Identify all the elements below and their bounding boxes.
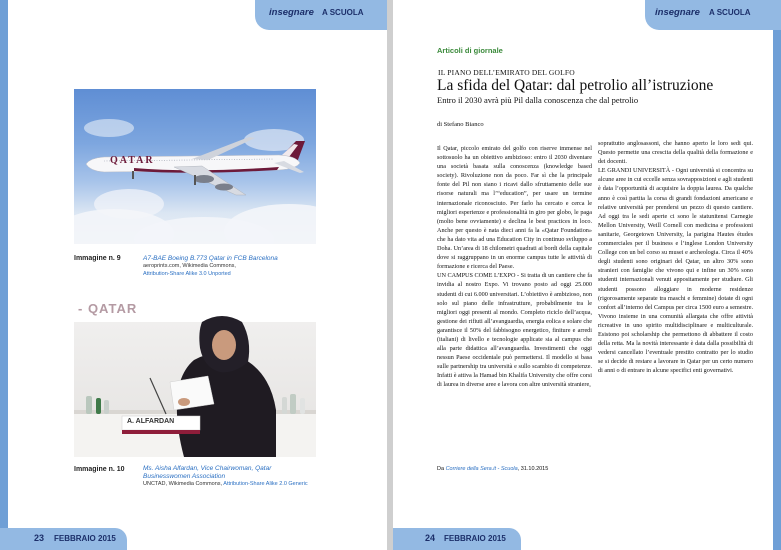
figure-10-label: Immagine n. 10	[74, 466, 125, 473]
figure-10-source	[143, 481, 323, 489]
banner-text: - QATAR	[78, 301, 138, 316]
airplane-livery-text: QATAR	[110, 155, 155, 166]
paragraph: Il Qatar, piccolo emirato del golfo con riserve immense nel sottosuolo ha un obiettivo ambizioso: entro il 2030 diventare una società basata sulla conoscenza (knowledge based society). Rivoluzione non da poco. Far sì che la principale fonte del Pil non siano i ricavi dallo sfruttamento delle sue risorse naturali ma l’“education”, per usare un termine internazionale riconosciuto. Per farlo ha cercato e cerca le migliori esperienze e professionalità in giro per globo, le paga (molto bene ovviamente) e declina le best practices in loco. Anche per questo è nata dieci anni fa la «Qatar Foundation» che ha dato vita ad una Education City in continuo sviluppo a Doha. Un’area di 18 chilometri quadrati ai bordi della capitale dove si raggruppano in un enorme campus tutte le attività di formazione e ricerca del Paese.	[437, 145, 592, 271]
credit-date: , 31.10.2015	[517, 466, 549, 472]
footer-month: FEBBRAIO 2015	[54, 534, 116, 543]
speaker-graphic	[74, 300, 316, 457]
header-section: insegnare	[655, 7, 700, 18]
nameplate-text: A. ALFARDAN	[127, 418, 175, 425]
header-subsection: A SCUOLA	[322, 8, 364, 17]
article-headline: La sfida del Qatar: dal petrolio all’istruzione	[437, 77, 714, 94]
paragraph: UN CAMPUS COME L’EXPO - Si tratta di un cantiere che fa invidia al nostro Expo. Vi trovano posto ad oggi 25.000 studenti di cui 6.000 universitari. L’obiettivo è ambizioso, non solo sul piano delle infrastrutture, probabilmente tra le migliori oggi presenti al mondo. Completo riciclo dell’acqua, gestione dei rifiuti all’avanguardia, energia eolica e solare che garantisce il 50% del fabbisogno energetico, finiture e arredi (italiani) di livello e tecnologie applicate sia al campus che alla parte didattica all’avanguardia. Investimenti che oggi nessun Paese occidentale può permettersi. Il modello si basa sulle partnership tra università e sullo scambio di competenze. Infatti è attiva la Hamad bin Khalifa University che offre corsi di laurea in diverse aree e lavora con altre università straniere,	[437, 272, 592, 389]
figure-9-label: Immagine n. 9	[74, 255, 121, 262]
paragraph: LE GRANDI UNIVERSITÀ - Ogni università si concentra su alcune aree in cui eccelle senza sovrapposizioni e agli studenti è data l’opportunità di acquisire la doppia laurea. Da qualche anno è così partita la corsa di grandi fondazioni americane e relative università per prendersi un pezzo di questo cantiere. Ad oggi tra le sedi aperte ci sono le statunitensi Carnegie Mellon University, Weill Cornell con medicina e professioni sanitarie, Georgetown University, la parigina Hautes études commerciales per il business e l’inglese London University College con un bel corso su musei e archeologia. Circa il 40% degli studenti sono originari del Qatar, un altro 30% sono stranieri con famiglie che vivono qui e infine un 30% sono studenti internazionali venuti appositamente per studiare. Gli studenti possono alloggiare in moderne residenze (rigorosamente separate tra maschi e femmine) dotate di ogni confort all’interno del Campus per circa 1500 euro a semestre. Vivono insieme in una comunità allargata che offre attività ricreative in uno spirito multidisciplinare e multiculturale. Esistono poi scholarship che permettono di abbattere il costo della retta. Ma la novità interessante è data dalla possibilità di vedersi cancellato l’eventuale prestito contratto per lo studio se si decide di restare a lavorare in Qatar per un certo numero di anni o di entrare in alcune specifici enti governativi.	[598, 167, 753, 375]
credit-source: Corriere della Sera.it - Scuola	[445, 466, 518, 472]
page-edge-band	[773, 0, 781, 550]
page-header-tab	[645, 0, 781, 30]
article-subhead: Entro il 2030 avrà più Pil dalla conoscenza che dal petrolio	[437, 95, 639, 105]
figure-10-license-link[interactable]: Attribution-Share Alike 2.0 Generic	[223, 481, 308, 487]
photo-qatar-airplane	[74, 89, 316, 244]
figure-9-license-link[interactable]: Attribution-Share Alike 3.0 Unported	[143, 270, 231, 277]
page-header-tab	[255, 0, 387, 30]
photo-aisha-alfardan	[74, 300, 316, 457]
header-section: insegnare	[269, 7, 314, 18]
credit-prefix: Da	[437, 466, 445, 472]
page-right	[393, 0, 781, 550]
article-byline: di Stefano Bianco	[437, 121, 484, 128]
article-credit	[437, 466, 548, 472]
page-footer	[393, 528, 521, 550]
airplane-graphic	[74, 89, 316, 244]
figure-9-title: A7-BAE Boeing B.773 Qatar in FCB Barcelona	[143, 255, 278, 262]
figure-9-source-text: aeroprints.com, Wikimedia Commons,	[143, 263, 236, 269]
page-edge-band	[0, 0, 8, 550]
article-kicker: IL PIANO DELL’EMIRATO DEL GOLFO	[438, 68, 575, 77]
figure-9-source	[143, 263, 313, 278]
figure-10-source-text: UNCTAD, Wikimedia Commons,	[143, 481, 223, 487]
section-rubric: Articoli di giornale	[437, 46, 503, 55]
page-number: 24	[425, 533, 436, 543]
article-column-2	[598, 139, 753, 375]
footer-month: FEBBRAIO 2015	[444, 534, 506, 543]
page-footer	[0, 528, 127, 550]
page-left	[0, 0, 387, 550]
page-number: 23	[34, 533, 45, 543]
figure-10-title: Ms. Aisha Alfardan, Vice Chairwoman, Qatar Businesswomen Association	[143, 465, 272, 480]
article-column-1	[437, 144, 592, 390]
paragraph: soprattutto anglosassoni, che hanno aperto le loro sedi qui. Questo permette una crescita della qualità della formazione e dei docenti.	[598, 140, 753, 166]
header-subsection: A SCUOLA	[709, 8, 751, 17]
